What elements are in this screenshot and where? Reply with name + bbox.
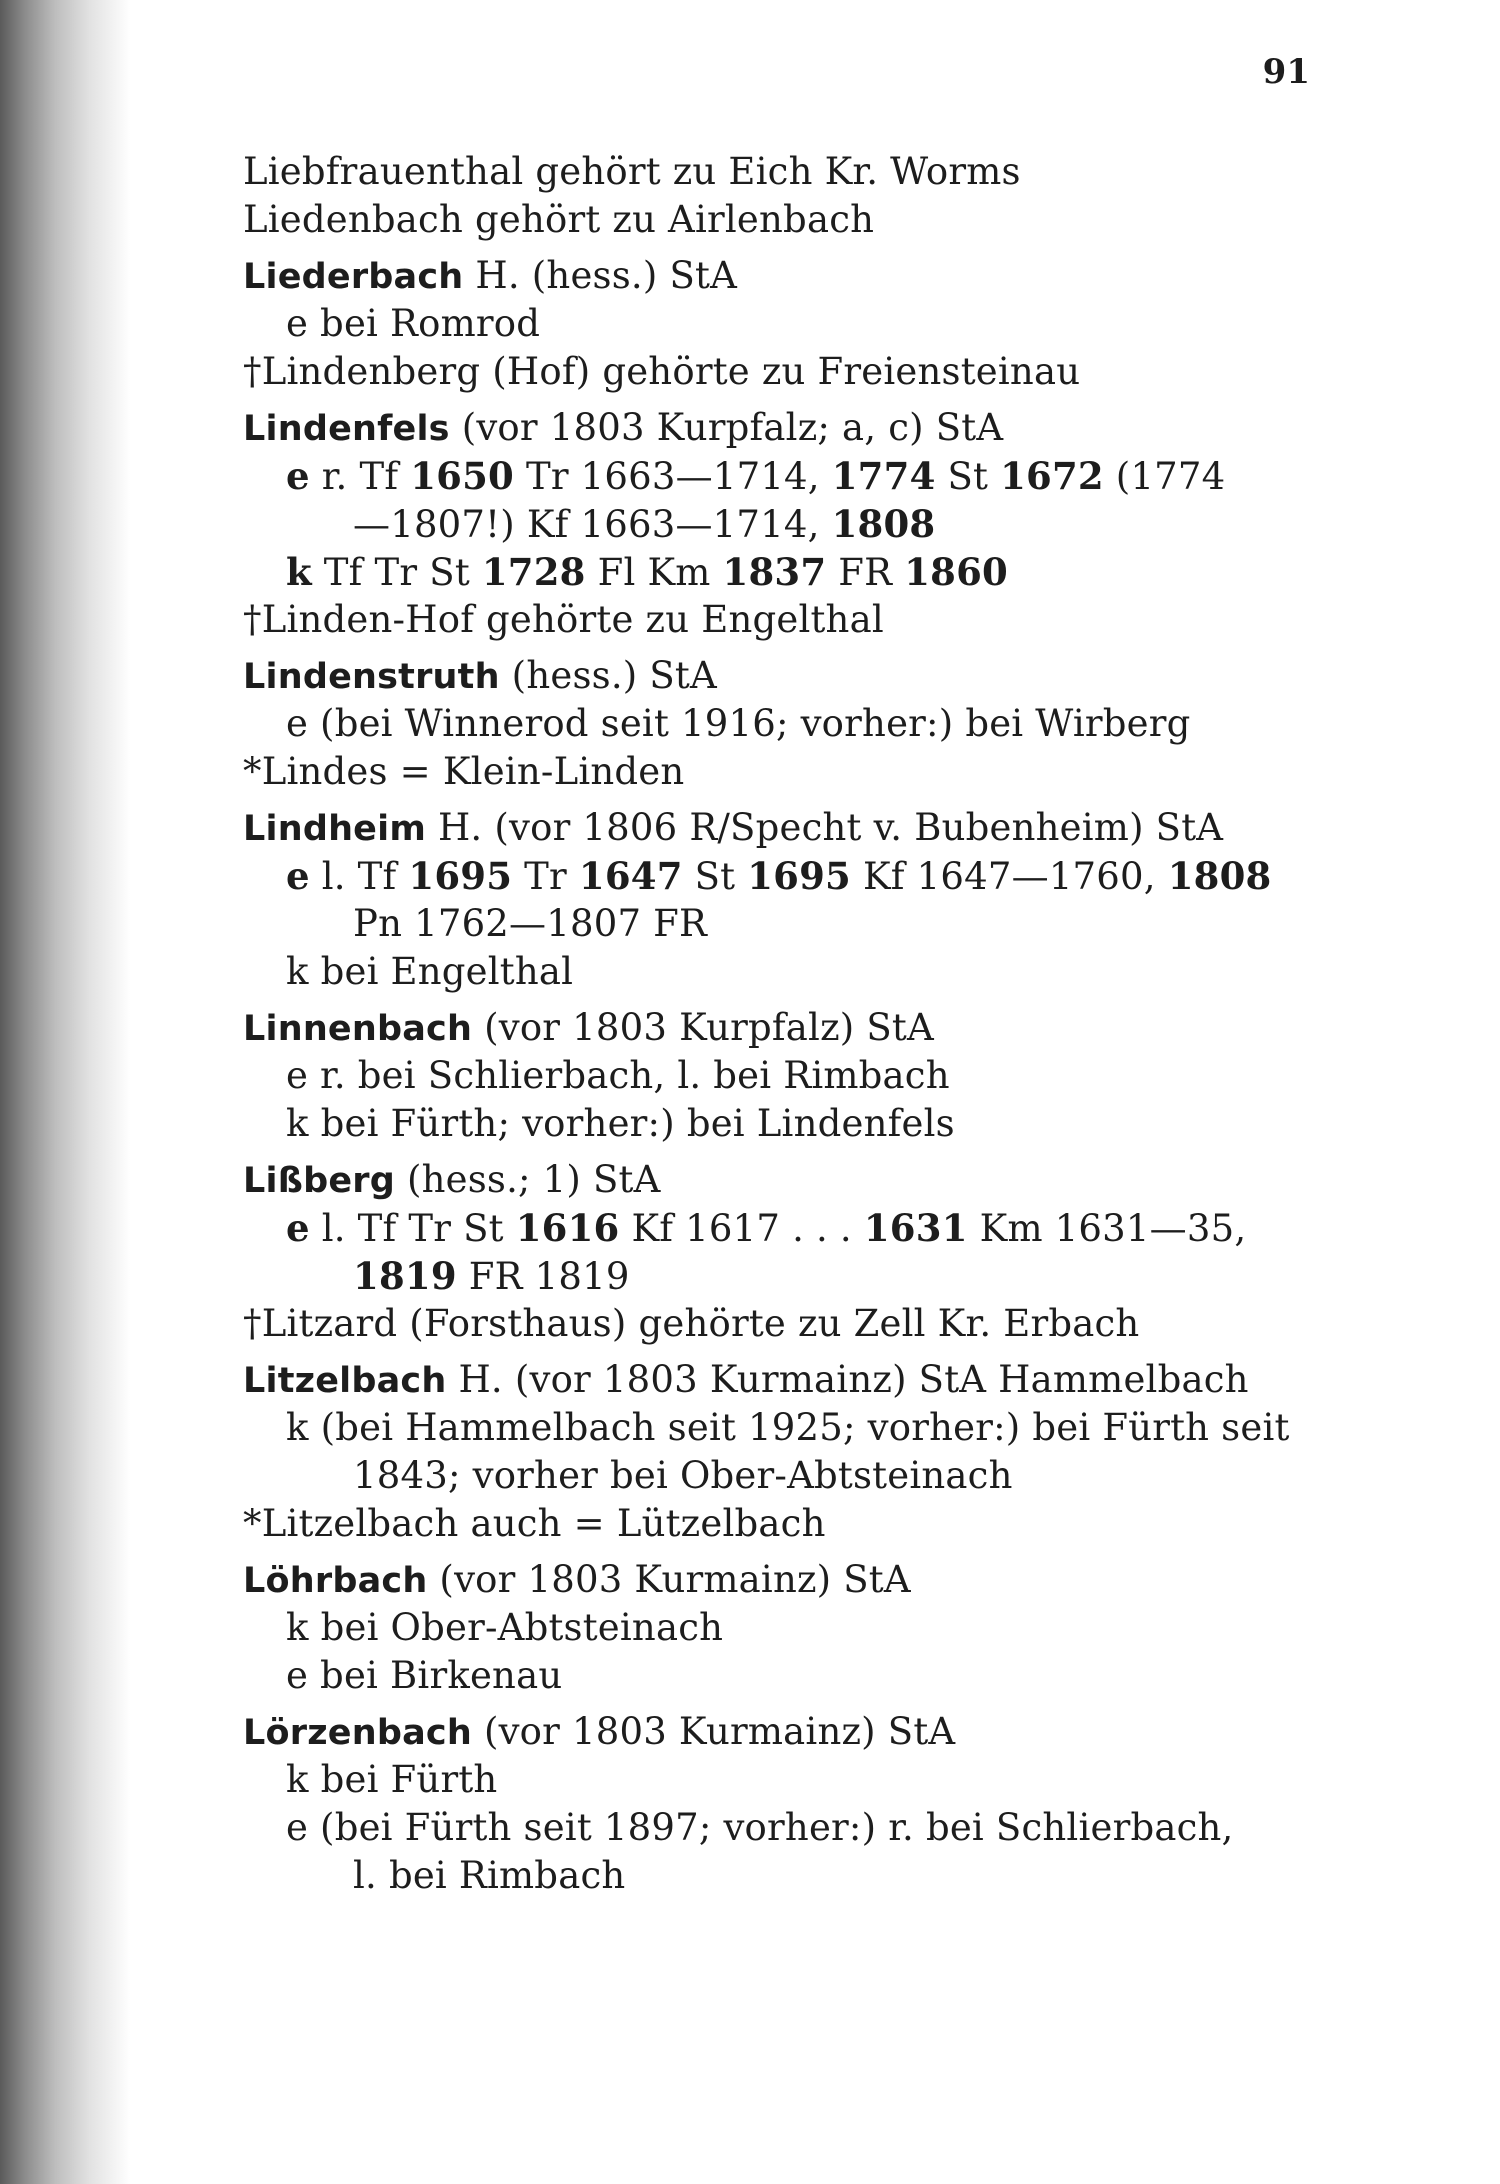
entry-text: Kf 1617 . . . bbox=[619, 1207, 864, 1250]
entry-detail-line bbox=[243, 1404, 1323, 1452]
entry-block bbox=[243, 148, 1323, 244]
entry-text: St bbox=[682, 855, 748, 898]
entry-block bbox=[243, 1356, 1323, 1548]
entry-heading-line bbox=[243, 1156, 1323, 1204]
entry-text: †Lindenberg (Hof) gehörte zu Freiensteinau bbox=[243, 350, 1081, 393]
bold-year: 1672 bbox=[1000, 454, 1104, 498]
entry-headword: Löhrbach bbox=[243, 1561, 428, 1601]
gazetteer-entries bbox=[243, 148, 1323, 1900]
entry-heading-line bbox=[243, 1500, 1323, 1548]
entry-block bbox=[243, 1556, 1323, 1700]
bold-year: 1695 bbox=[408, 854, 513, 898]
entry-text: l. bei Rimbach bbox=[353, 1854, 626, 1897]
entry-text: (vor 1803 Kurpfalz; a, c) StA bbox=[449, 406, 1004, 449]
entry-heading-line bbox=[243, 652, 1323, 700]
entry-detail-line bbox=[243, 948, 1323, 996]
entry-text: e bei Romrod bbox=[286, 302, 541, 345]
entry-headword: Lißberg bbox=[243, 1161, 395, 1201]
bold-year: 1695 bbox=[747, 854, 851, 898]
entry-block bbox=[243, 1004, 1323, 1148]
bold-year: e bbox=[286, 454, 310, 498]
entry-text: (hess.) StA bbox=[499, 654, 717, 697]
entry-continuation-line bbox=[243, 900, 1323, 948]
entry-detail-line bbox=[243, 1204, 1323, 1252]
bold-year: 1860 bbox=[904, 550, 1008, 594]
entry-text: e bei Birkenau bbox=[286, 1654, 563, 1697]
entry-text: *Lindes = Klein-Linden bbox=[243, 750, 685, 793]
bold-year: 1808 bbox=[1167, 854, 1272, 898]
entry-detail-line bbox=[243, 1652, 1323, 1700]
bold-year: 1631 bbox=[863, 1206, 968, 1250]
entry-text: (vor 1803 Kurmainz) StA bbox=[427, 1558, 911, 1601]
entry-heading-line bbox=[243, 196, 1323, 244]
entry-text: l. Tf Tr St bbox=[309, 1207, 516, 1250]
entry-block bbox=[243, 1156, 1323, 1348]
entry-text: Km 1631—35, bbox=[967, 1207, 1247, 1250]
entry-heading-line bbox=[243, 1004, 1323, 1052]
entry-text: Tr bbox=[512, 855, 579, 898]
entry-text: Fl Km bbox=[585, 551, 723, 594]
entry-headword: Lindheim bbox=[243, 809, 426, 849]
entry-text: 1843; vorher bei Ober-Abtsteinach bbox=[353, 1454, 1013, 1497]
book-binding-shadow bbox=[0, 0, 130, 2184]
entry-heading-line bbox=[243, 1556, 1323, 1604]
entry-detail-line bbox=[243, 1052, 1323, 1100]
entry-headword: Lörzenbach bbox=[243, 1713, 472, 1753]
bold-year: e bbox=[286, 854, 310, 898]
entry-text: (vor 1803 Kurpfalz) StA bbox=[472, 1006, 934, 1049]
entry-detail-line bbox=[243, 1604, 1323, 1652]
entry-text: k bei Ober-Abtsteinach bbox=[286, 1606, 724, 1649]
entry-block bbox=[243, 404, 1323, 644]
entry-text: Tr 1663—1714, bbox=[513, 455, 832, 498]
bold-year: 1647 bbox=[578, 854, 683, 898]
entry-detail-line bbox=[243, 852, 1323, 900]
entry-detail-line bbox=[243, 300, 1323, 348]
entry-text: FR bbox=[826, 551, 905, 594]
entry-text: (hess.; 1) StA bbox=[394, 1158, 661, 1201]
entry-text: —1807!) Kf 1663—1714, bbox=[353, 503, 832, 546]
entry-text: †Linden-Hof gehörte zu Engelthal bbox=[243, 598, 884, 641]
entry-heading-line bbox=[243, 748, 1323, 796]
bold-year: 1728 bbox=[481, 550, 586, 594]
entry-block bbox=[243, 652, 1323, 796]
entry-text: k bei Fürth bbox=[286, 1758, 498, 1801]
entry-detail-line bbox=[243, 548, 1323, 596]
entry-text: (vor 1803 Kurmainz) StA bbox=[471, 1710, 956, 1753]
entry-headword: Lindenstruth bbox=[243, 657, 500, 697]
entry-text: Kf 1647—1760, bbox=[851, 855, 1168, 898]
entry-text: †Litzard (Forsthaus) gehörte zu Zell Kr. Erbach bbox=[243, 1302, 1140, 1345]
entry-text: H. (hess.) StA bbox=[463, 254, 738, 297]
entry-headword: Lindenfels bbox=[243, 409, 450, 449]
entry-text: (1774 bbox=[1103, 455, 1226, 498]
bold-year: e bbox=[286, 1206, 310, 1250]
entry-text: r. Tf bbox=[309, 455, 411, 498]
entry-heading-line bbox=[243, 804, 1323, 852]
entry-block bbox=[243, 804, 1323, 996]
entry-continuation-line bbox=[243, 1252, 1323, 1300]
page-number: 91 bbox=[1262, 52, 1310, 92]
entry-text: FR 1819 bbox=[456, 1255, 630, 1298]
entry-text: Liebfrauenthal gehört zu Eich Kr. Worms bbox=[243, 150, 1021, 193]
entry-heading-line bbox=[243, 1708, 1323, 1756]
entry-block bbox=[243, 1708, 1323, 1900]
entry-block bbox=[243, 252, 1323, 396]
entry-heading-line bbox=[243, 1300, 1323, 1348]
entry-text: Tf Tr St bbox=[311, 551, 482, 594]
entry-text: St bbox=[935, 455, 1001, 498]
entry-heading-line bbox=[243, 596, 1323, 644]
entry-detail-line bbox=[243, 1804, 1323, 1852]
entry-text: k bei Fürth; vorher:) bei Lindenfels bbox=[286, 1102, 955, 1145]
entry-heading-line bbox=[243, 252, 1323, 300]
entry-text: e r. bei Schlierbach, l. bei Rimbach bbox=[286, 1054, 950, 1097]
entry-heading-line bbox=[243, 404, 1323, 452]
entry-text: k (bei Hammelbach seit 1925; vorher:) bei Fürth seit bbox=[286, 1406, 1290, 1449]
entry-headword: Linnenbach bbox=[243, 1009, 473, 1049]
bold-year: k bbox=[286, 550, 312, 594]
entry-continuation-line bbox=[243, 1452, 1323, 1500]
bold-year: 1819 bbox=[353, 1254, 457, 1298]
entry-detail-line bbox=[243, 1756, 1323, 1804]
entry-text: e (bei Winnerod seit 1916; vorher:) bei Wirberg bbox=[286, 702, 1191, 745]
bold-year: 1616 bbox=[515, 1206, 620, 1250]
entry-continuation-line bbox=[243, 1852, 1323, 1900]
entry-text: *Litzelbach auch = Lützelbach bbox=[243, 1502, 826, 1545]
entry-text: H. (vor 1803 Kurmainz) StA Hammelbach bbox=[446, 1358, 1249, 1401]
bold-year: 1808 bbox=[831, 502, 936, 546]
bold-year: 1650 bbox=[410, 454, 514, 498]
entry-headword: Liederbach bbox=[243, 257, 464, 297]
entry-heading-line bbox=[243, 148, 1323, 196]
entry-text: H. (vor 1806 R/Specht v. Bubenheim) StA bbox=[426, 806, 1224, 849]
bold-year: 1837 bbox=[722, 550, 827, 594]
entry-text: Liedenbach gehört zu Airlenbach bbox=[243, 198, 875, 241]
entry-detail-line bbox=[243, 1100, 1323, 1148]
bold-year: 1774 bbox=[831, 454, 936, 498]
entry-detail-line bbox=[243, 452, 1323, 500]
entry-heading-line bbox=[243, 1356, 1323, 1404]
entry-continuation-line bbox=[243, 500, 1323, 548]
entry-headword: Litzelbach bbox=[243, 1361, 447, 1401]
entry-text: l. Tf bbox=[309, 855, 409, 898]
entry-heading-line bbox=[243, 348, 1323, 396]
entry-text: k bei Engelthal bbox=[286, 950, 574, 993]
entry-text: e (bei Fürth seit 1897; vorher:) r. bei Schlierbach, bbox=[286, 1806, 1234, 1849]
entry-detail-line bbox=[243, 700, 1323, 748]
entry-text: Pn 1762—1807 FR bbox=[353, 902, 708, 945]
